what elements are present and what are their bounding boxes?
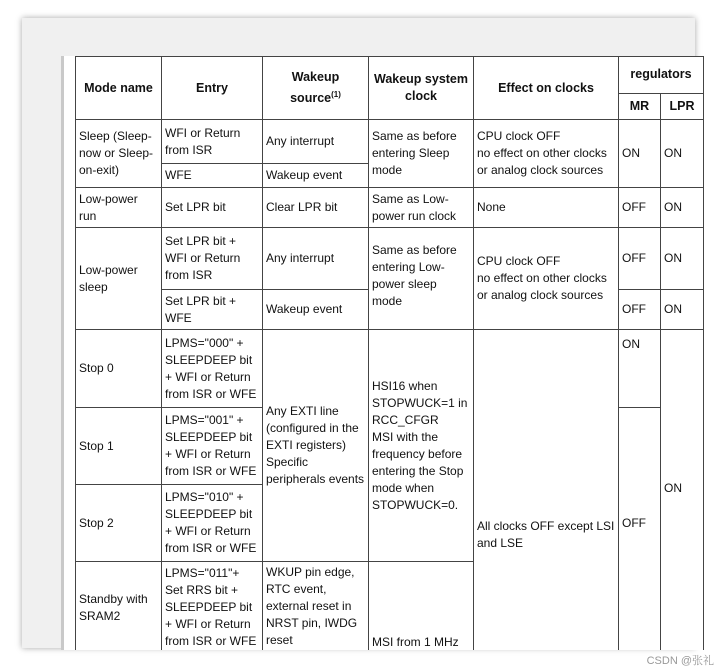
sleep-wakeup-event: Wakeup event [263,164,369,188]
stop1-entry: LPMS="001" + SLEEPDEEP bit + WFI or Return from ISR or WFE [162,408,263,485]
screenshot-frame [22,18,695,648]
header-wakeup-source [263,57,369,120]
standby-mode-name: Standby with SRAM2 [76,562,162,651]
standby-wakeup-clock: MSI from 1 MHz [369,562,474,651]
stop-wakeup-clock [369,330,474,562]
footnote-marker: (1) [331,89,341,99]
lpsleep-mr-1: OFF [619,228,661,290]
sleep-effect-line2: no effect on other clocks or analog clock sources [477,146,607,177]
table-row [76,330,704,408]
stop1-mode-name: Stop 1 [76,408,162,485]
lpsleep-wakeup-event: Wakeup event [263,290,369,330]
lprun-lpr: ON [661,188,704,228]
watermark: CSDN @张礼 [646,655,714,667]
stop-clock-line1: HSI16 when STOPWUCK=1 in RCC_CFGR [372,378,468,427]
lprun-wakeup: Clear LPR bit [263,188,369,228]
header-lpr: LPR [661,93,704,119]
lpsleep-entry-wfi: Set LPR bit + WFI or Return from ISR [162,228,263,290]
table-row [76,188,704,228]
sleep-wakeup-clock: Same as before entering Sleep mode [369,120,474,188]
sleep-mode-name: Sleep (Sleep-now or Sleep-on-exit) [76,120,162,188]
sleep-lpr: ON [661,120,704,188]
stop2-entry: LPMS="010" + SLEEPDEEP bit + WFI or Return from ISR or WFE [162,485,263,562]
stop-wakeup-source: Any EXTI line (configured in the EXTI registers) Specific peripherals events [263,330,369,562]
stop0-mr: ON [619,330,661,408]
lprun-mr: OFF [619,188,661,228]
lprun-mode-name: Low-power run [76,188,162,228]
sleep-effect-on-clocks [474,120,619,188]
header-regulators: regulators [619,57,704,94]
sleep-effect-line1: CPU clock OFF [477,129,561,143]
standby-entry: LPMS="011"+ Set RRS bit + SLEEPDEEP bit + WFI or Return from ISR or WFE [162,562,263,651]
stop2-mode-name: Stop 2 [76,485,162,562]
lprun-effect: None [474,188,619,228]
lprun-wakeup-clock: Same as Low-power run clock [369,188,474,228]
stop-clock-line2: MSI with the frequency before entering the Stop mode when STOPWUCK=0. [372,429,464,512]
stop-effect-on-clocks: All clocks OFF except LSI and LSE [474,330,619,651]
sleep-wakeup-interrupt: Any interrupt [263,120,369,164]
lpsleep-wakeup-clock: Same as before entering Low-power sleep mode [369,228,474,330]
sleep-entry-wfi: WFI or Return from ISR [162,120,263,164]
lpsleep-mr-2: OFF [619,290,661,330]
header-row [76,57,704,94]
sleep-entry-wfe: WFE [162,164,263,188]
standby-wakeup-source: WKUP pin edge, RTC event, external reset in NRST pin, IWDG reset [263,562,369,651]
lpsleep-lpr-1: ON [661,228,704,290]
low-power-modes-table [75,56,704,650]
table-row [76,228,704,290]
stop0-entry: LPMS="000" + SLEEPDEEP bit + WFI or Return from ISR or WFE [162,330,263,408]
lpsleep-mode-name: Low-power sleep [76,228,162,330]
stop-mr: OFF [619,408,661,651]
header-mr: MR [619,93,661,119]
lpsleep-effect-on-clocks [474,228,619,330]
lpsleep-wakeup-interrupt: Any interrupt [263,228,369,290]
lpsleep-entry-wfe: Set LPR bit + WFE [162,290,263,330]
header-wakeup-clock: Wakeup system clock [369,57,474,120]
header-entry: Entry [162,57,263,120]
lpsleep-lpr-2: ON [661,290,704,330]
lpsleep-effect-line1: CPU clock OFF [477,254,561,268]
lprun-entry: Set LPR bit [162,188,263,228]
stop-lpr: ON [661,330,704,651]
header-mode-name: Mode name [76,57,162,120]
lpsleep-effect-line2: no effect on other clocks or analog clock sources [477,271,607,302]
stop0-mode-name: Stop 0 [76,330,162,408]
document-page [61,56,706,650]
header-wakeup-source-text: Wakeup source [290,69,340,106]
table-row [76,120,704,164]
header-effect-on-clocks: Effect on clocks [474,57,619,120]
sleep-mr: ON [619,120,661,188]
